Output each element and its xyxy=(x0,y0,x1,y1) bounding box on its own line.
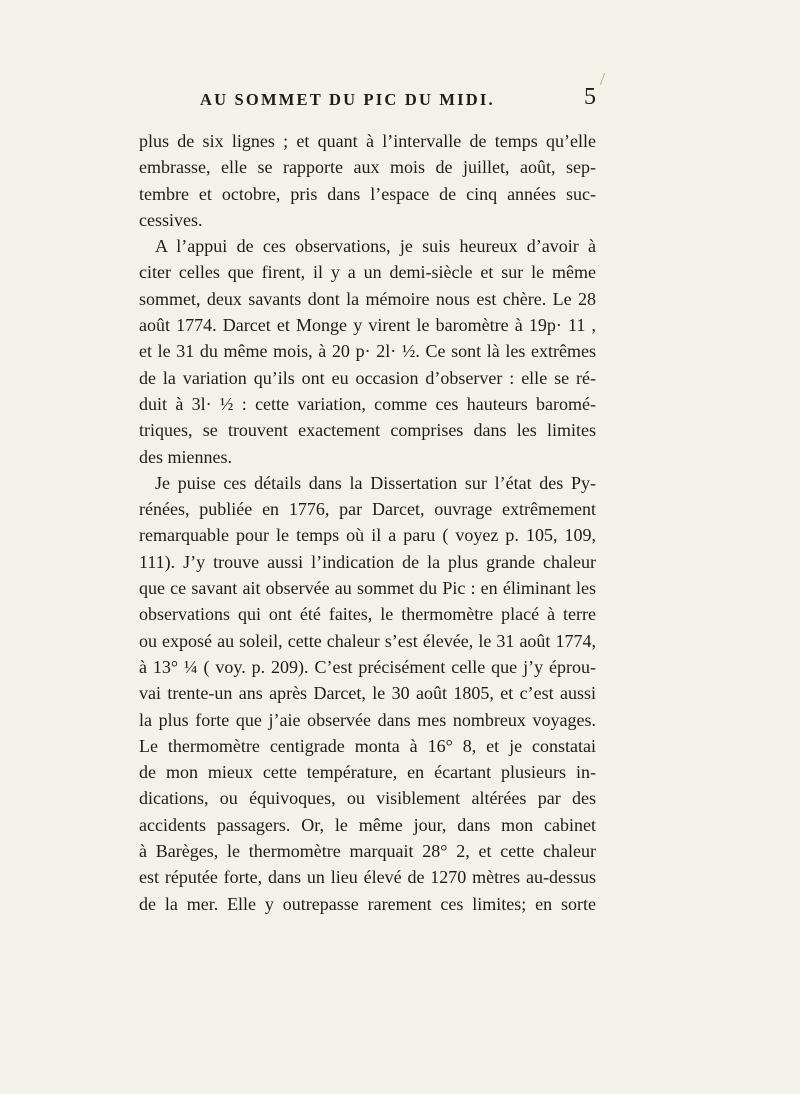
text-line: et le 31 du même mois, à 20 p· 2l· ½. Ce sont là les extrêmes xyxy=(139,341,596,362)
text-line: août 1774. Darcet et Monge y virent le baromètre à 19p· 11 , xyxy=(139,315,596,336)
text-line: 111). J’y trouve aussi l’indication de la plus grande chaleur xyxy=(139,551,596,572)
text-line: tembre et octobre, pris dans l’espace de cinq années suc- xyxy=(139,183,596,204)
text-line: vai trente-un ans après Darcet, le 30 août 1805, et c’est aussi xyxy=(139,683,596,704)
text-line: des miennes. xyxy=(139,446,232,467)
running-title: AU SOMMET DU PIC DU MIDI. xyxy=(200,90,495,109)
text-line: remarquable pour le temps où il a paru ( voyez p. 105, 109, xyxy=(139,525,596,546)
text-line: ou exposé au soleil, cette chaleur s’est élevée, le 31 août 1774, xyxy=(139,630,596,651)
text-line: duit à 3l· ½ : cette variation, comme ces hauteurs baromé- xyxy=(139,393,596,414)
text-line: plus de six lignes ; et quant à l’intervalle de temps qu’elle xyxy=(139,131,596,151)
text-line: de la variation qu’ils ont eu occasion d’observer : elle se ré- xyxy=(139,367,596,388)
text-line: à 13° ¼ ( voy. p. 209). C’est précisément celle que j’y éprou- xyxy=(139,656,596,677)
text-line: est réputée forte, dans un lieu élevé de 1270 mètres au-dessus xyxy=(139,867,596,888)
text-line: triques, se trouvent exactement comprises dans les limites xyxy=(139,420,596,441)
text-line: sommet, deux savants dont la mémoire nous est chère. Le 28 xyxy=(139,288,596,309)
body-text xyxy=(139,128,596,917)
text-line: cessives. xyxy=(139,209,203,230)
text-line: observations qui ont été faites, le thermomètre placé à terre xyxy=(139,604,596,625)
text-line: Je puise ces détails dans la Dissertation sur l’état des Py- xyxy=(155,472,596,493)
text-line: à Barèges, le thermomètre marquait 28° 2, et cette chaleur xyxy=(139,841,596,862)
text-line: que ce savant ait observée au sommet du Pic : en éliminant les xyxy=(139,578,596,599)
page-number: 5 xyxy=(584,84,596,110)
text-line: A l’appui de ces observations, je suis heureux d’avoir à xyxy=(155,236,596,257)
text-line: Le thermomètre centigrade monta à 16° 8, et je constatai xyxy=(139,735,596,756)
text-line: citer celles que firent, il y a un demi-siècle et sur le même xyxy=(139,262,596,283)
page-header xyxy=(200,86,600,116)
text-line: la plus forte que j’aie observée dans mes nombreux voyages. xyxy=(139,709,596,730)
text-line: embrasse, elle se rapporte aux mois de juillet, août, sep- xyxy=(139,157,596,178)
text-line: dications, ou équivoques, ou visiblement altérées par des xyxy=(139,788,596,809)
text-line: de la mer. Elle y outrepasse rarement ces limites; en sorte xyxy=(139,893,596,914)
text-line: de mon mieux cette température, en écartant plusieurs in- xyxy=(139,762,596,783)
text-line: accidents passagers. Or, le même jour, dans mon cabinet xyxy=(139,814,596,835)
text-line: rénées, publiée en 1776, par Darcet, ouvrage extrêmement xyxy=(139,499,596,520)
